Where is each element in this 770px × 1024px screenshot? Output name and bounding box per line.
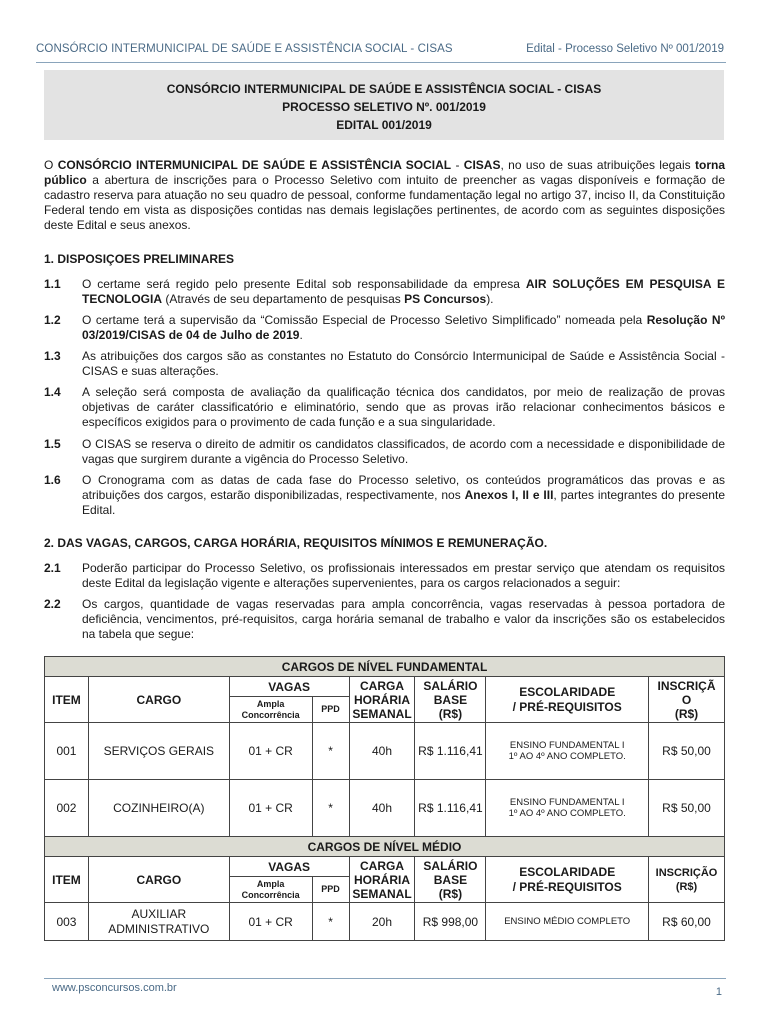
clause-2-2: 2.2 Os cargos, quantidade de vagas reservadas para ampla concorrência, vagas reservadas à pessoa portadora de deficiência, vencimentos, pré-requisitos, carga horária semanal de trabalho e valor da inscrições são os estabelecidos na tabela que segue: [44, 597, 725, 641]
col-carga-header: CARGA HORÁRIA SEMANAL [349, 857, 415, 903]
col-ampla-header: Ampla Concorrência [229, 697, 312, 723]
col-item-header: ITEM [45, 857, 89, 903]
section-1-title: 1. DISPOSIÇOES PRELIMINARES [44, 252, 235, 266]
col-inscricao-header: INSCRIÇÃO (R$) [649, 857, 725, 903]
col-escolaridade-header: ESCOLARIDADE / PRÉ-REQUISITOS [486, 857, 649, 903]
title-box [44, 70, 724, 140]
col-escolaridade-header: ESCOLARIDADE / PRÉ-REQUISITOS [486, 677, 649, 723]
col-item-header: ITEM [45, 677, 89, 723]
table-row: 001 SERVIÇOS GERAIS 01 + CR * 40h R$ 1.116,41 ENSINO FUNDAMENTAL I 1º AO 4º ANO COMPLETO. R$ 50,00 [45, 723, 725, 780]
clause-1-2: 1.2 O certame terá a supervisão da “Comissão Especial de Processo Seletivo Simplificado” nomeada pela Resolução Nº 03/2019/CISAS de 04 de Julho de 2019. [44, 313, 725, 342]
footer-site-link[interactable]: www.psconcursos.com.br [52, 982, 177, 994]
clause-1-5: 1.5 O CISAS se reserva o direito de admitir os candidatos classificados, de acordo com a necessidade e disponibilidade de vagas que surgirem durante a vigência do Processo Seletivo. [44, 437, 725, 466]
footer-divider [44, 978, 726, 979]
medio-section-header: CARGOS DE NÍVEL MÉDIO [45, 837, 725, 857]
col-vagas-header: VAGAS [229, 677, 349, 697]
col-salario-header: SALÁRIO BASE (R$) [415, 677, 486, 723]
col-ppd-header: PPD [312, 877, 349, 903]
title-edital: EDITAL 001/2019 [336, 118, 432, 132]
clause-1-6: 1.6 O Cronograma com as datas de cada fase do Processo seletivo, os conteúdos programáticos das provas e as atribuições dos cargos, estarão disponibilizadas, respectivamente, nos Anexos I, II e III, partes integrantes do presente Edital. [44, 473, 725, 517]
clause-2-1: 2.1 Poderão participar do Processo Seletivo, os profissionais interessados em prestar serviço que atendam os requisitos deste Edital da legislação vigente e alterações supervenientes, para os cargos relacionados a seguir: [44, 561, 725, 590]
intro-paragraph: O CONSÓRCIO INTERMUNICIPAL DE SAÚDE E ASSISTÊNCIA SOCIAL - CISAS, no uso de suas atribuições legais torna público a abertura de inscrições para o Processo Seletivo com intuito de preencher as vagas disponíveis e formação de cadastro reserva para atuação no seu quadro de pessoal, conforme fundamentação legal no artigo 37, inciso II, da Constituição Federal tendo em vista as disposições contidas nas demais legislações pertinentes, de acordo com as seguintes disposições deste Edital e seus anexos. [44, 158, 725, 232]
col-cargo-header: CARGO [88, 677, 229, 723]
page-number: 1 [715, 986, 722, 998]
col-ppd-header: PPD [312, 697, 349, 723]
fund-section-header: CARGOS DE NÍVEL FUNDAMENTAL [45, 657, 725, 677]
header-divider [36, 62, 726, 63]
title-org: CONSÓRCIO INTERMUNICIPAL DE SAÚDE E ASSISTÊNCIA SOCIAL - CISAS [166, 82, 602, 96]
col-salario-header: SALÁRIO BASE (R$) [415, 857, 486, 903]
col-cargo-header: CARGO [88, 857, 229, 903]
clause-1-1: 1.1 O certame será regido pelo presente Edital sob responsabilidade da empresa AIR SOLUÇÕES EM PESQUISA E TECNOLOGIA (Através de seu departamento de pesquisas PS Concursos). [44, 277, 725, 306]
clause-1-3: 1.3 As atribuições dos cargos são as constantes no Estatuto do Consórcio Intermunicipal de Saúde e Assistência Social - CISAS e suas alterações. [44, 349, 725, 378]
clause-1-4: 1.4 A seleção será composta de avaliação da qualificação técnica dos candidatos, por meio de realização de provas objetivas de caráter classificatório e eliminatório, sendo que as provas irão relacionar conhecimentos básicos e específicos exigidos para o provimento de cada função e a sua singularidade. [44, 385, 725, 429]
table-row: 003 AUXILIAR ADMINISTRATIVO 01 + CR * 20h R$ 998,00 ENSINO MÉDIO COMPLETO R$ 60,00 [45, 903, 725, 941]
title-process: PROCESSO SELETIVO Nº. 001/2019 [282, 100, 486, 114]
col-vagas-header: VAGAS [229, 857, 349, 877]
col-ampla-header: Ampla Concorrência [229, 877, 312, 903]
section-2-title: 2. DAS VAGAS, CARGOS, CARGA HORÁRIA, REQUISITOS MÍNIMOS E REMUNERAÇÃO. [44, 536, 548, 550]
positions-table [44, 656, 725, 941]
table-row: 002 COZINHEIRO(A) 01 + CR * 40h R$ 1.116,41 ENSINO FUNDAMENTAL I 1º AO 4º ANO COMPLETO. R$ 50,00 [45, 780, 725, 837]
col-carga-header: CARGA HORÁRIA SEMANAL [349, 677, 415, 723]
header-edital: Edital - Processo Seletivo Nº 001/2019 [526, 43, 724, 55]
col-inscricao-header: INSCRIÇÃ O (R$) [649, 677, 725, 723]
header-org: CONSÓRCIO INTERMUNICIPAL DE SAÚDE E ASSISTÊNCIA SOCIAL - CISAS [36, 43, 453, 55]
